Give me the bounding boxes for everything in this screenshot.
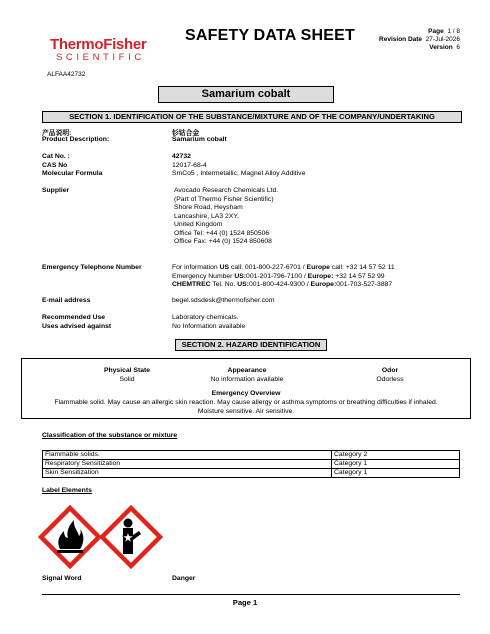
emergency-overview-title: Emergency Overview	[211, 390, 281, 397]
hazard-category-cell: Category 1	[332, 460, 460, 469]
emergency-phone-label: Emergency Telephone Number	[42, 264, 142, 271]
version-label: Version	[429, 44, 453, 51]
product-description-label: Product Description:	[42, 136, 110, 143]
label-elements-heading: Label Elements	[42, 487, 92, 494]
emergency-line-3: CHEMTREC Tel. No. US:001-800-424-9300 / Europe:001-703-527-3887	[172, 281, 393, 288]
supplier-line: Shore Road, Heysham	[174, 204, 243, 211]
revision-label: Revision Date	[379, 36, 423, 43]
recommended-use-label: Recommended Use	[42, 314, 106, 321]
page-indicator	[340, 28, 460, 35]
product-description-value: Samarium cobalt	[172, 136, 227, 143]
hazard-class-cell: Flammable solids.	[43, 451, 332, 460]
supplier-line: Office Tel: +44 (0) 1524 850506	[174, 229, 270, 237]
physical-state-value: Solid	[119, 375, 135, 383]
emergency-overview-text	[26, 399, 466, 416]
version	[340, 44, 460, 51]
appearance-label: Appearance	[227, 367, 267, 374]
classification-heading: Classification of the substance or mixture	[42, 432, 178, 439]
supplier-line: United Kingdom	[174, 221, 223, 228]
page-value: 1 / 8	[447, 28, 460, 35]
emergency-phone-info	[172, 264, 462, 290]
physical-state-label: Physical State	[103, 367, 151, 374]
supplier-line: Office Fax: +44 (0) 1524 850608	[174, 238, 272, 245]
logo-tagline: SCIENTIFIC	[56, 52, 145, 63]
revision-value: 27-Jul-2026	[425, 36, 460, 43]
cat-no-label: Cat No. :	[42, 153, 70, 160]
cat-no-value: 42732	[172, 153, 191, 160]
odor-label: Odor	[381, 367, 399, 374]
cjk-value: 钐钴合金	[172, 130, 200, 137]
footer-divider	[42, 594, 460, 595]
email-link[interactable]: begel.sdsdesk@thermofisher.com	[172, 297, 275, 304]
cas-label: CAS No	[42, 161, 68, 169]
supplier-address	[174, 187, 278, 247]
emergency-overview-line: Moisture sensitive. Air sensitive.	[197, 407, 295, 415]
section-2-heading: SECTION 2. HAZARD IDENTIFICATION	[175, 339, 327, 351]
table-row	[43, 469, 460, 478]
product-code: ALFAA42732	[47, 71, 86, 78]
table-row	[43, 460, 460, 469]
hazard-class-cell: Respiratory Sensitization	[43, 460, 332, 469]
hazard-category-cell: Category 1	[332, 469, 460, 478]
cjk-label: 产品说明:	[42, 130, 72, 137]
page-label: Page	[428, 28, 444, 35]
health-hazard-pictogram-icon	[99, 505, 163, 569]
cas-value: 12017-68-4	[172, 161, 207, 169]
section-1-heading: SECTION 1. IDENTIFICATION OF THE SUBSTANCE/MIXTURE AND OF THE COMPANY/UNDERTAKING	[42, 111, 462, 123]
signal-word-value: Danger	[172, 575, 196, 582]
emergency-line-2: Emergency Number US:001-201-796-7100 / Europe: +32 14 57 52 99	[172, 272, 385, 280]
revision-date	[340, 36, 460, 43]
product-name: Samarium cobalt	[158, 86, 334, 103]
supplier-line: (Part of Thermo Fisher Scientific)	[174, 195, 274, 203]
formula-label: Molecular Formula	[42, 170, 103, 177]
supplier-line: Avocado Research Chemicals Ltd.	[174, 187, 279, 194]
appearance	[197, 367, 297, 384]
signal-word-label: Signal Word	[42, 575, 82, 582]
supplier-line: Lancashire, LA3 2XY,	[174, 212, 239, 220]
classification-table	[42, 450, 460, 478]
document-title: SAFETY DATA SHEET	[185, 27, 355, 44]
table-row	[43, 451, 460, 460]
odor	[340, 367, 440, 384]
hazard-class-cell: Skin Sensitization	[43, 469, 332, 478]
uses-advised-against-value: No Information available	[172, 322, 246, 330]
emergency-overview-line: Flammable solid. May cause an allergic skin reaction. May cause allergy or asthma symptoms or breathing difficulties if inhaled.	[54, 399, 438, 406]
emergency-line-1: For information US call: 001-800-227-6701 / Europe call: +32 14 57 52 11	[172, 264, 395, 271]
formula-value: SmCo5 , Intermetallic, Magnet Alloy Additive	[172, 170, 306, 177]
uses-advised-against-label: Uses advised against	[42, 322, 112, 330]
version-value: 6	[456, 44, 460, 51]
flame-pictogram-icon	[38, 505, 102, 569]
physical-state	[77, 367, 177, 384]
logo-wordmark: ThermoFisher	[50, 36, 147, 53]
hazard-overview-box	[21, 358, 471, 419]
email-label: E-mail address	[42, 297, 91, 304]
supplier-label: Supplier	[42, 187, 70, 194]
recommended-use-value: Laboratory chemicals.	[172, 314, 239, 321]
hazard-category-cell: Category 2	[332, 451, 460, 460]
odor-value: Odorless	[376, 375, 404, 383]
footer-page-number: Page 1	[232, 598, 258, 607]
appearance-value: No information available	[210, 375, 284, 383]
